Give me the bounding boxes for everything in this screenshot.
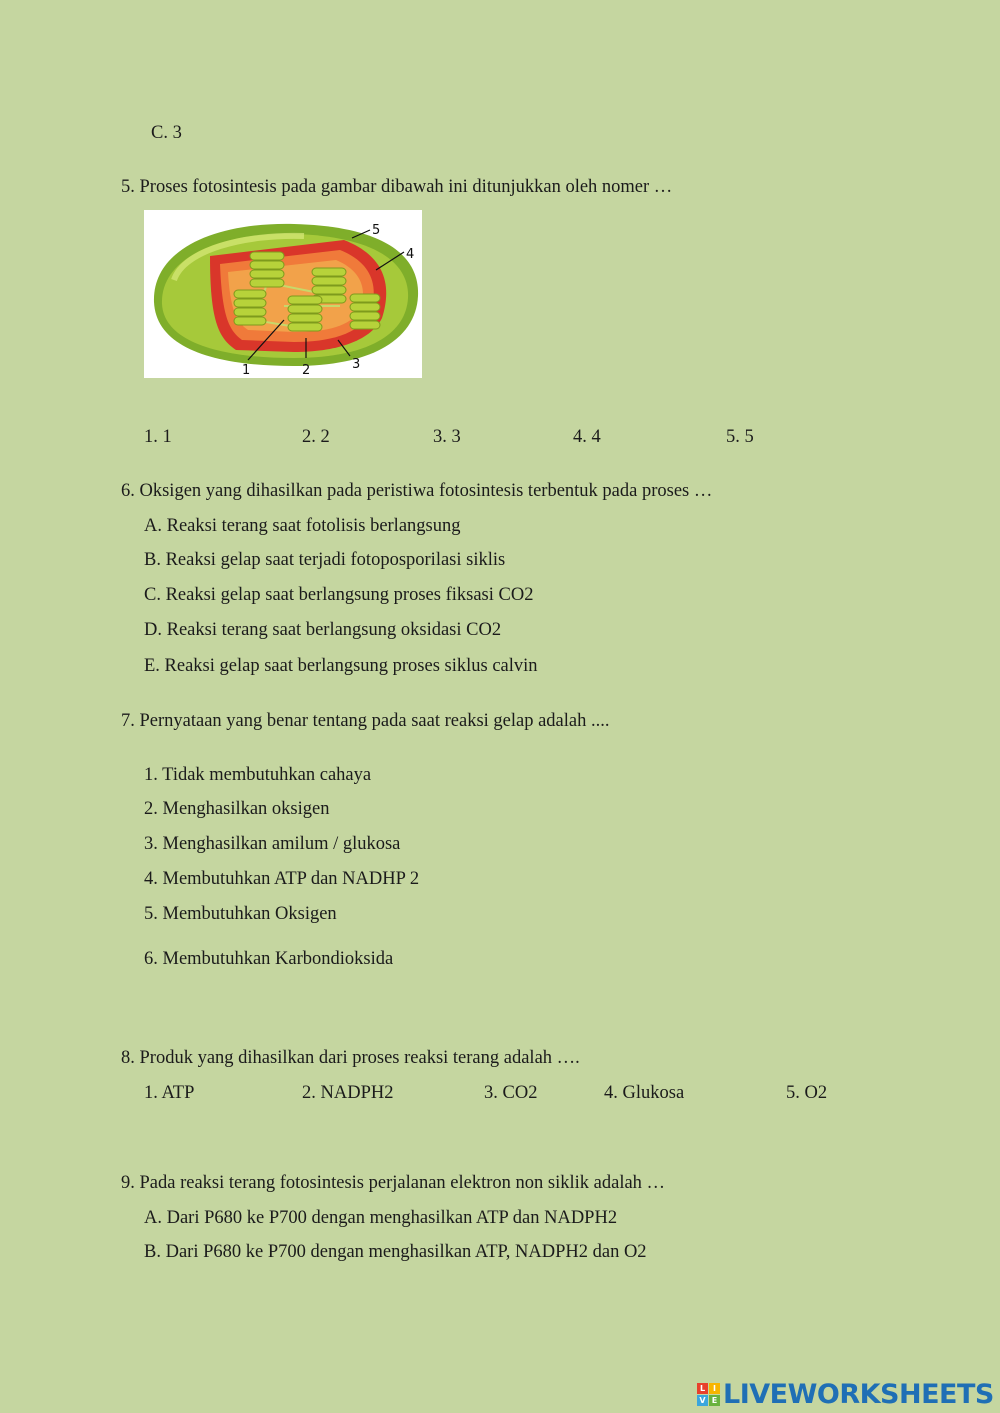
q8-option-1: 1. ATP [144, 1083, 195, 1103]
q4-option-c: C. 3 [151, 123, 182, 143]
q9-option-a: A. Dari P680 ke P700 dengan menghasilkan ATP dan NADPH2 [144, 1208, 618, 1228]
q6-prompt: 6. Oksigen yang dihasilkan pada peristiwa fotosintesis terbentuk pada proses … [121, 481, 713, 501]
q6-option-d: D. Reaksi terang saat berlangsung oksidasi CO2 [144, 620, 502, 640]
figure-label-1: 1 [242, 363, 251, 378]
q5-option-3: 3. 3 [433, 427, 461, 447]
q5-option-4: 4. 4 [573, 427, 601, 447]
q7-statement-5: 5. Membutuhkan Oksigen [144, 904, 337, 924]
live-badge-icon [697, 1383, 720, 1406]
q9-prompt: 9. Pada reaksi terang fotosintesis perjalanan elektron non siklik adalah … [121, 1173, 666, 1193]
q5-option-5: 5. 5 [726, 427, 754, 447]
q6-option-b: B. Reaksi gelap saat terjadi fotoposporilasi siklis [144, 550, 506, 570]
q8-prompt: 8. Produk yang dihasilkan dari proses reaksi terang adalah …. [121, 1048, 580, 1068]
figure-label-3: 3 [352, 357, 361, 372]
chloroplast-figure [144, 210, 422, 378]
chloroplast-illustration [144, 210, 422, 378]
q6-option-a: A. Reaksi terang saat fotolisis berlangsung [144, 516, 461, 536]
q7-prompt: 7. Pernyataan yang benar tentang pada saat reaksi gelap adalah .... [121, 711, 610, 731]
q5-prompt: 5. Proses fotosintesis pada gambar dibawah ini ditunjukkan oleh nomer … [121, 177, 673, 197]
badge-letter-i: I [709, 1383, 720, 1394]
q8-option-5: 5. O2 [786, 1083, 828, 1103]
liveworksheets-logo[interactable] [697, 1378, 994, 1410]
q7-statement-4: 4. Membutuhkan ATP dan NADHP 2 [144, 869, 420, 889]
q8-option-3: 3. CO2 [484, 1083, 538, 1103]
q7-statement-2: 2. Menghasilkan oksigen [144, 799, 330, 819]
q5-option-2: 2. 2 [302, 427, 330, 447]
q6-option-e: E. Reaksi gelap saat berlangsung proses siklus calvin [144, 656, 538, 676]
badge-letter-v: V [697, 1395, 708, 1406]
q5-option-1: 1. 1 [144, 427, 172, 447]
q7-statement-1: 1. Tidak membutuhkan cahaya [144, 765, 372, 785]
q6-option-c: C. Reaksi gelap saat berlangsung proses fiksasi CO2 [144, 585, 534, 605]
q8-option-2: 2. NADPH2 [302, 1083, 394, 1103]
figure-label-5: 5 [372, 223, 381, 238]
q8-option-4: 4. Glukosa [604, 1083, 685, 1103]
badge-letter-e: E [709, 1395, 720, 1406]
q7-statement-3: 3. Menghasilkan amilum / glukosa [144, 834, 401, 854]
q7-statement-6: 6. Membutuhkan Karbondioksida [144, 949, 394, 969]
figure-label-2: 2 [302, 363, 311, 378]
q9-option-b: B. Dari P680 ke P700 dengan menghasilkan ATP, NADPH2 dan O2 [144, 1242, 647, 1262]
badge-letter-l: L [697, 1383, 708, 1394]
figure-label-4: 4 [406, 247, 415, 262]
brand-wordmark: LIVEWORKSHEETS [723, 1378, 994, 1410]
